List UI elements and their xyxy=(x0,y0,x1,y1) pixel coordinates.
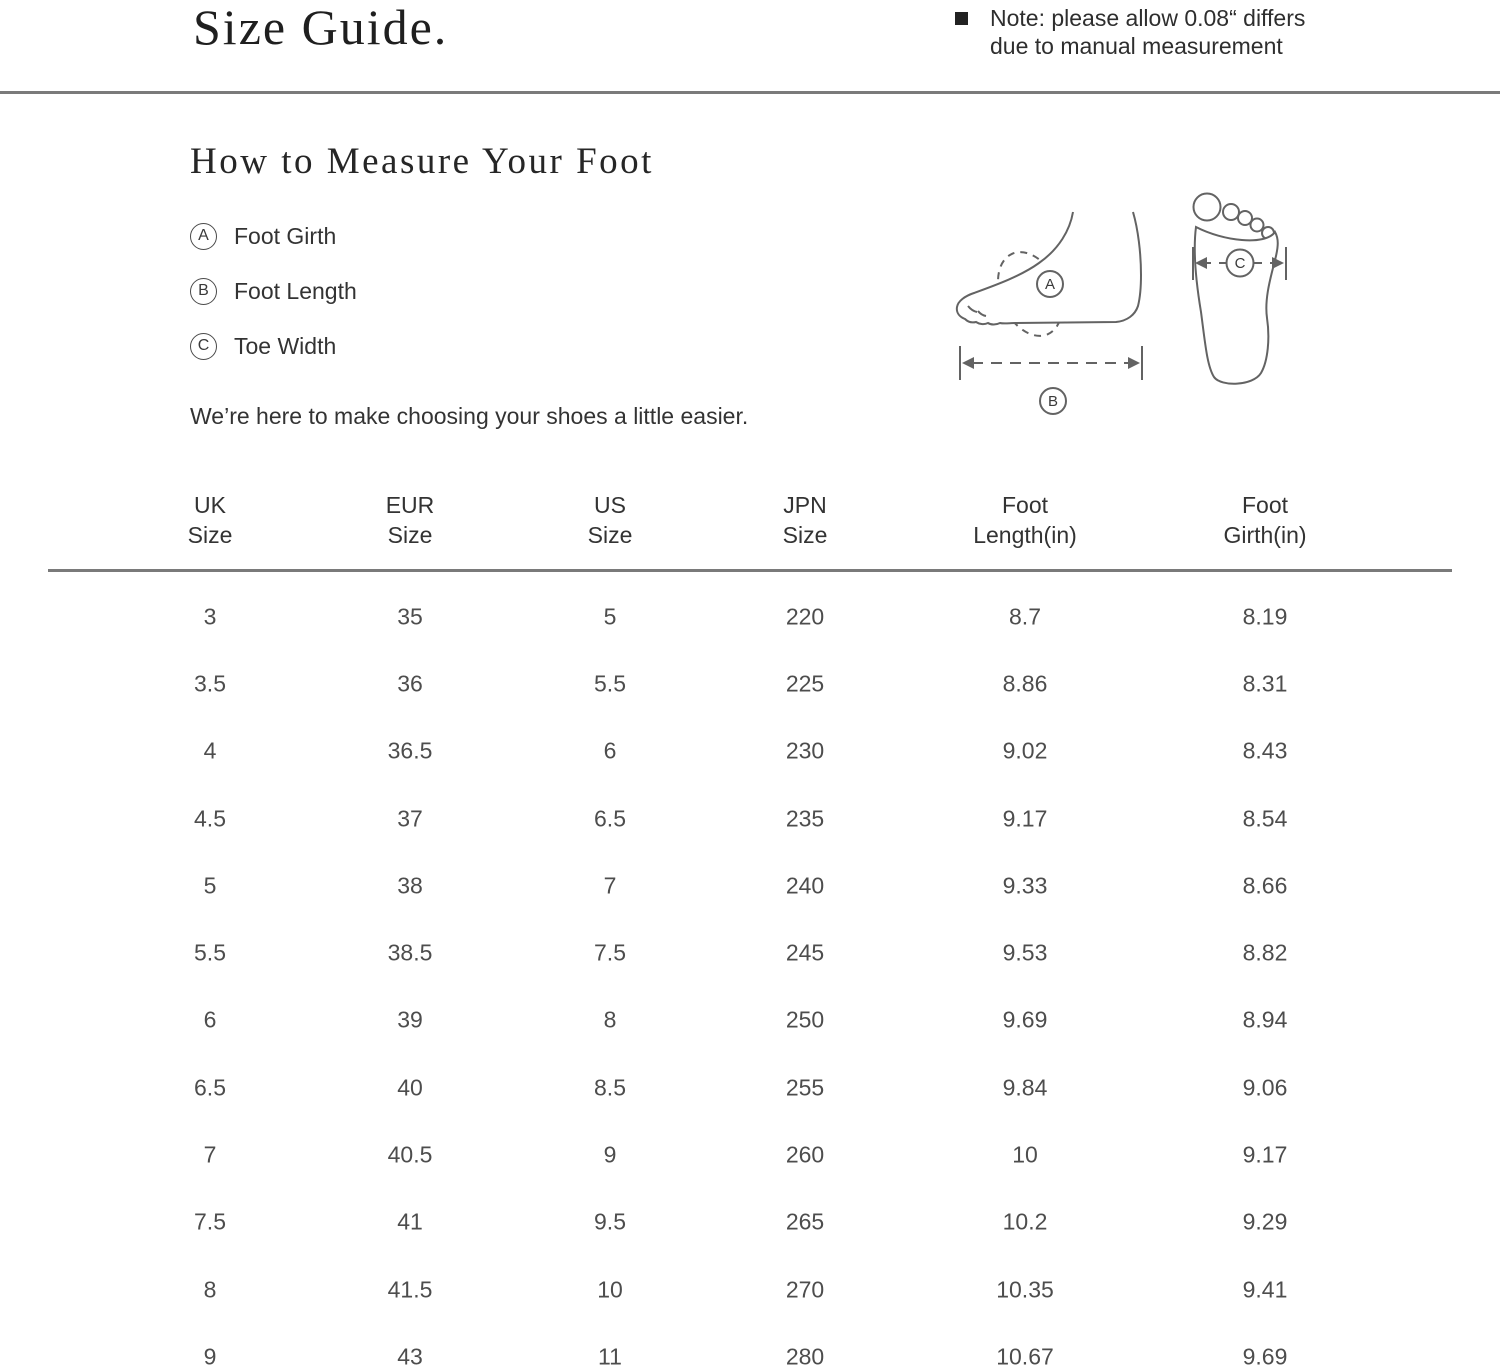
measure-heading: How to Measure Your Foot xyxy=(190,141,654,182)
size-table-header xyxy=(0,490,1500,554)
cell-jpn-size: 270 xyxy=(785,1276,825,1303)
note-text xyxy=(990,4,1305,60)
cell-uk-size: 6 xyxy=(203,1006,217,1033)
page-title: Size Guide. xyxy=(193,0,449,55)
cell-jpn-size: 250 xyxy=(785,1006,825,1033)
table-row xyxy=(0,583,1500,650)
table-row xyxy=(0,1054,1500,1121)
cell-jpn-size: 235 xyxy=(785,805,825,832)
cell-foot-length: 9.33 xyxy=(1002,872,1048,899)
table-row xyxy=(0,785,1500,852)
cell-foot-girth: 8.66 xyxy=(1242,872,1288,899)
cell-foot-length: 10 xyxy=(1012,1141,1038,1168)
cell-uk-size: 6.5 xyxy=(194,1074,226,1101)
length-arrow-left xyxy=(962,357,974,369)
cell-foot-girth: 9.17 xyxy=(1242,1141,1288,1168)
cell-foot-length: 9.84 xyxy=(1002,1074,1048,1101)
cell-uk-size: 3.5 xyxy=(194,670,226,697)
measurement-note xyxy=(955,4,1305,60)
width-arrow-right xyxy=(1272,257,1284,269)
cell-eur-size: 38 xyxy=(397,872,423,899)
cell-foot-length: 10.2 xyxy=(1002,1208,1048,1235)
measure-item-label: Foot Length xyxy=(234,277,357,304)
foot-side-outline xyxy=(957,212,1141,325)
size-table-body xyxy=(0,583,1500,1368)
big-toe xyxy=(1194,194,1221,221)
foot-measurement-illustration xyxy=(920,170,1320,430)
label-a: A xyxy=(1044,276,1056,293)
table-row xyxy=(0,650,1500,717)
circled-c-icon: C xyxy=(190,333,217,360)
cell-foot-length: 8.86 xyxy=(1002,670,1048,697)
table-row xyxy=(0,852,1500,919)
cell-uk-size: 7.5 xyxy=(194,1208,226,1235)
cell-foot-length: 9.69 xyxy=(1002,1006,1048,1033)
cell-jpn-size: 265 xyxy=(785,1208,825,1235)
cell-us-size: 11 xyxy=(598,1343,622,1368)
table-row xyxy=(0,718,1500,785)
table-row xyxy=(0,1256,1500,1323)
cell-uk-size: 7 xyxy=(203,1141,217,1168)
foot-sole-view xyxy=(1193,194,1286,384)
col-header-us-size: US Size xyxy=(587,492,633,548)
cell-uk-size: 4.5 xyxy=(194,805,226,832)
cell-us-size: 8 xyxy=(603,1006,617,1033)
cell-eur-size: 41.5 xyxy=(387,1276,433,1303)
cell-us-size: 7 xyxy=(603,872,617,899)
cell-us-size: 6.5 xyxy=(594,805,626,832)
cell-jpn-size: 225 xyxy=(785,670,825,697)
cell-foot-girth: 9.69 xyxy=(1242,1343,1288,1368)
circled-a-icon: A xyxy=(190,223,217,250)
cell-us-size: 6 xyxy=(603,737,617,764)
cell-jpn-size: 230 xyxy=(785,737,825,764)
cell-eur-size: 35 xyxy=(397,603,423,630)
cell-us-size: 5 xyxy=(603,603,617,630)
table-header-divider xyxy=(48,569,1452,572)
table-row xyxy=(0,1121,1500,1188)
foot-side-view xyxy=(957,212,1142,414)
cell-uk-size: 8 xyxy=(203,1276,217,1303)
cell-foot-girth: 8.94 xyxy=(1242,1006,1288,1033)
label-b: B xyxy=(1047,393,1059,410)
cell-uk-size: 5 xyxy=(203,872,217,899)
cell-us-size: 9 xyxy=(603,1141,617,1168)
square-bullet-icon xyxy=(955,12,968,25)
tagline: We’re here to make choosing your shoes a little easier. xyxy=(190,403,749,429)
table-row xyxy=(0,1189,1500,1256)
cell-us-size: 7.5 xyxy=(594,939,626,966)
cell-uk-size: 4 xyxy=(203,737,217,764)
toe xyxy=(1223,204,1239,220)
cell-eur-size: 37 xyxy=(397,805,423,832)
note-line-1: Note: please allow 0.08“ differs xyxy=(990,5,1306,31)
circled-b-icon: B xyxy=(190,278,217,305)
cell-jpn-size: 220 xyxy=(785,603,825,630)
col-header-eur-size: EUR Size xyxy=(385,492,435,548)
cell-foot-length: 9.02 xyxy=(1002,737,1048,764)
cell-foot-length: 10.67 xyxy=(996,1343,1054,1368)
cell-foot-girth: 8.31 xyxy=(1242,670,1288,697)
toe xyxy=(1251,219,1264,232)
cell-foot-girth: 9.06 xyxy=(1242,1074,1288,1101)
header-divider xyxy=(0,91,1500,94)
measure-item-toe-width xyxy=(190,332,357,360)
cell-eur-size: 43 xyxy=(397,1343,423,1368)
cell-uk-size: 3 xyxy=(203,603,217,630)
cell-foot-length: 9.17 xyxy=(1002,805,1048,832)
cell-jpn-size: 260 xyxy=(785,1141,825,1168)
cell-foot-girth: 8.43 xyxy=(1242,737,1288,764)
cell-eur-size: 38.5 xyxy=(387,939,433,966)
cell-uk-size: 5.5 xyxy=(194,939,226,966)
measure-item-foot-girth xyxy=(190,222,357,250)
table-row xyxy=(0,987,1500,1054)
table-row xyxy=(0,919,1500,986)
measure-list xyxy=(190,222,357,387)
cell-jpn-size: 255 xyxy=(785,1074,825,1101)
label-c: C xyxy=(1234,255,1246,272)
measure-item-foot-length xyxy=(190,277,357,305)
cell-foot-girth: 8.19 xyxy=(1242,603,1288,630)
col-header-jpn-size: JPN Size xyxy=(782,492,828,548)
length-arrow-right xyxy=(1128,357,1140,369)
cell-us-size: 9.5 xyxy=(594,1208,626,1235)
cell-foot-girth: 8.54 xyxy=(1242,805,1288,832)
cell-foot-girth: 9.41 xyxy=(1242,1276,1288,1303)
cell-eur-size: 41 xyxy=(397,1208,423,1235)
cell-foot-girth: 8.82 xyxy=(1242,939,1288,966)
cell-foot-girth: 9.29 xyxy=(1242,1208,1288,1235)
measure-item-label: Toe Width xyxy=(234,332,337,359)
cell-jpn-size: 280 xyxy=(785,1343,825,1368)
cell-foot-length: 10.35 xyxy=(996,1276,1054,1303)
note-line-2: due to manual measurement xyxy=(990,33,1283,59)
cell-jpn-size: 240 xyxy=(785,872,825,899)
cell-eur-size: 39 xyxy=(397,1006,423,1033)
cell-jpn-size: 245 xyxy=(785,939,825,966)
cell-eur-size: 40 xyxy=(397,1074,423,1101)
col-header-foot-length: Foot Length(in) xyxy=(973,492,1077,548)
cell-us-size: 10 xyxy=(597,1276,623,1303)
measure-item-label: Foot Girth xyxy=(234,222,337,249)
cell-us-size: 8.5 xyxy=(594,1074,626,1101)
cell-eur-size: 40.5 xyxy=(387,1141,433,1168)
cell-foot-length: 9.53 xyxy=(1002,939,1048,966)
cell-uk-size: 9 xyxy=(203,1343,217,1368)
cell-foot-length: 8.7 xyxy=(1009,603,1041,630)
col-header-uk-size: UK Size xyxy=(187,492,233,548)
cell-us-size: 5.5 xyxy=(594,670,626,697)
col-header-foot-girth: Foot Girth(in) xyxy=(1223,492,1307,548)
table-row xyxy=(0,1323,1500,1368)
cell-eur-size: 36.5 xyxy=(387,737,433,764)
cell-eur-size: 36 xyxy=(397,670,423,697)
